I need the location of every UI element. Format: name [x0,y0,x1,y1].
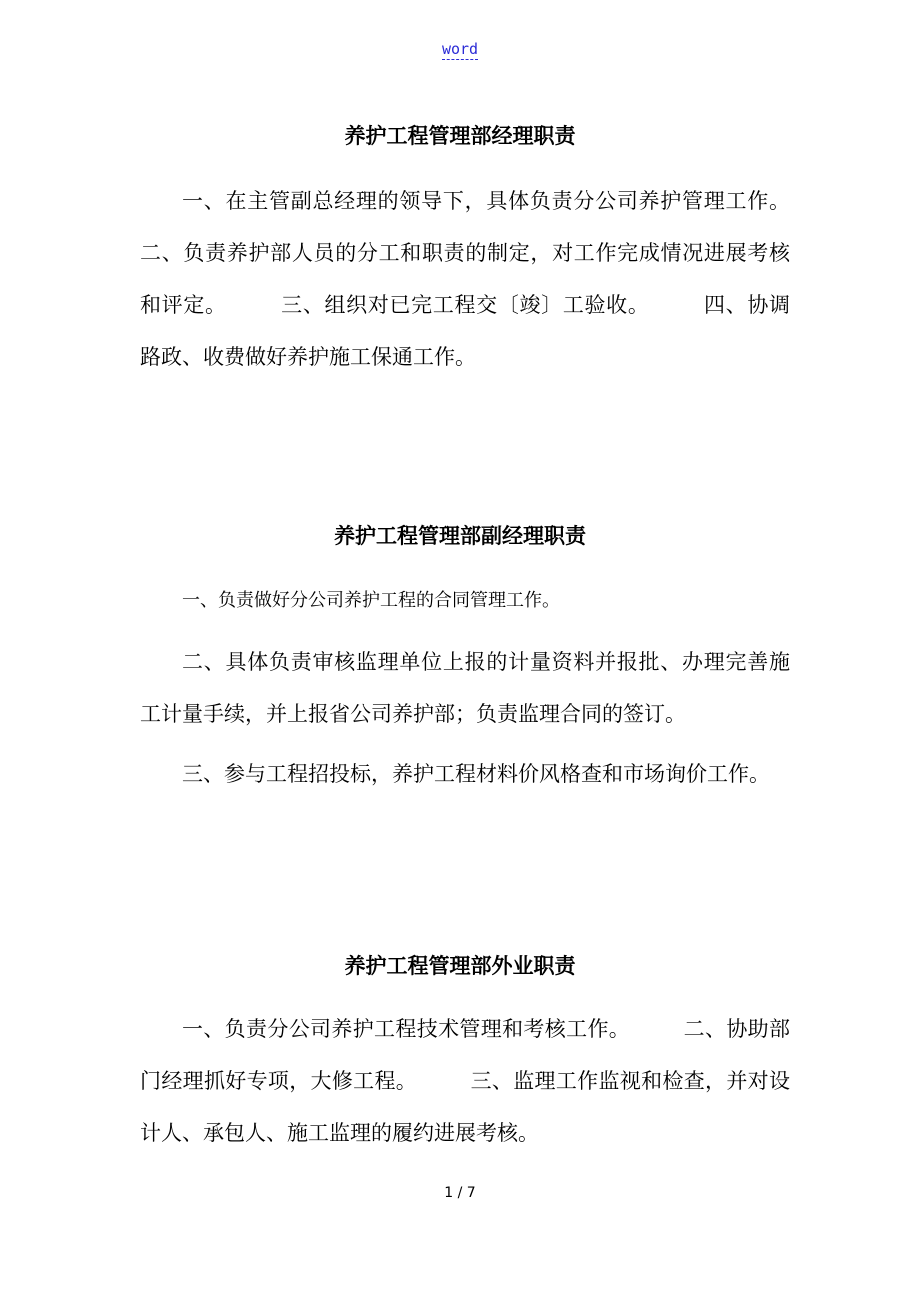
header-word-link[interactable] [0,40,920,58]
section-manager-paragraph: 一、在主管副总经理的领导下，具体负责分公司养护管理工作。二、负责养护部人员的分工和职责的制定，对工作完成情况进展考核和评定。 三、组织对已完工程交〔竣〕工验收。 四、协调路政、收费做好养护施工保通工作。 [140,189,790,369]
section-deputy-paragraph-3: 三、参与工程招投标，养护工程材料价风格查和市场询价工作。 [182,762,770,786]
section-title-field-work: 养护工程管理部外业职责 [344,954,576,978]
section-deputy-paragraph-2: 二、具体负责审核监理单位上报的计量资料并报批、办理完善施工计量手续，并上报省公司养护部；负责监理合同的签订。 [140,650,790,726]
header-link-text[interactable]: word [441,40,479,58]
section-title-deputy-manager: 养护工程管理部副经理职责 [334,524,586,548]
section-title-manager: 养护工程管理部经理职责 [344,124,576,148]
section-field-paragraph: 一、负责分公司养护工程技术管理和考核工作。 二、协助部门经理抓好专项，大修工程。 三、监理工作监视和检查，并对设计人、承包人、施工监理的履约进展考核。 [140,1017,790,1145]
section-deputy-paragraph-1: 一、负责做好分公司养护工程的合同管理工作。 [182,590,560,611]
page-indicator: 1 / 7 [444,1185,476,1201]
